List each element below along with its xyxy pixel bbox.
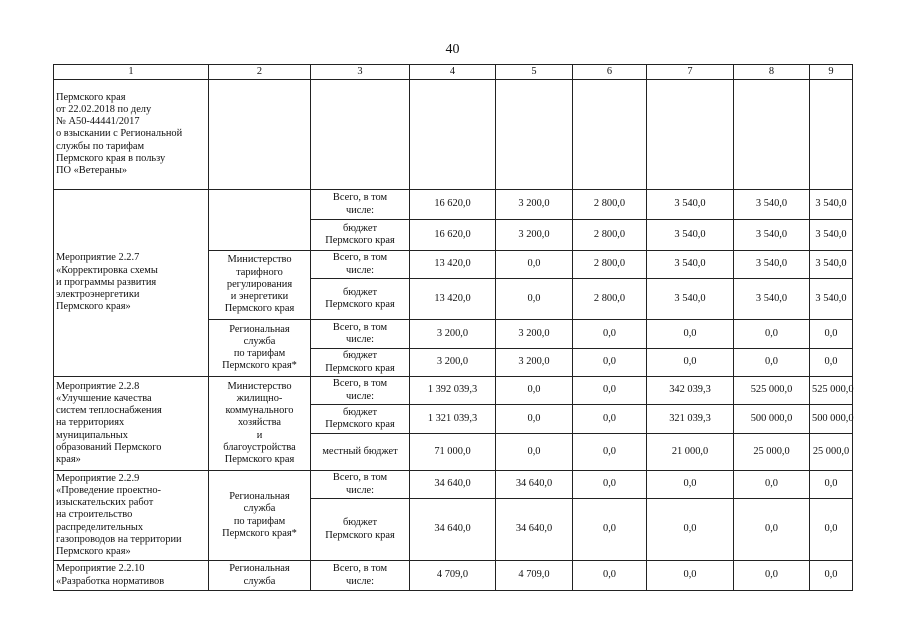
- source-cell: бюджет Пермского края: [311, 279, 410, 320]
- value-cell: 0,0: [734, 561, 810, 591]
- value-cell: 0,0: [647, 499, 734, 561]
- executor-cell: Региональная служба по тарифам Пермского края*: [209, 320, 311, 377]
- value-cell: 500 000,0: [810, 405, 853, 434]
- value-cell: 3 540,0: [810, 279, 853, 320]
- value-cell: 3 540,0: [810, 220, 853, 251]
- value-cell: 3 540,0: [647, 190, 734, 220]
- source-cell: бюджет Пермского края: [311, 405, 410, 434]
- value-cell: 3 540,0: [810, 190, 853, 220]
- value-cell: 3 540,0: [647, 251, 734, 279]
- table-row: [54, 80, 853, 190]
- value-cell: 0,0: [573, 471, 647, 499]
- value-cell: 13 420,0: [410, 251, 496, 279]
- value-cell: 3 200,0: [496, 190, 573, 220]
- value-cell: 0,0: [496, 434, 573, 471]
- value-cell: 0,0: [810, 471, 853, 499]
- value-cell: 34 640,0: [496, 499, 573, 561]
- value-cell: 34 640,0: [496, 471, 573, 499]
- table-row: [54, 377, 853, 405]
- value-cell: 0,0: [573, 561, 647, 591]
- value-cell: 2 800,0: [573, 251, 647, 279]
- value-cell: 2 800,0: [573, 279, 647, 320]
- value-cell: 0,0: [647, 320, 734, 349]
- executor-cell: Региональная служба: [209, 561, 311, 591]
- table-row: [54, 471, 853, 499]
- col-header-7: 7: [647, 65, 734, 80]
- source-cell: Всего, в том числе:: [311, 190, 410, 220]
- source-cell: местный бюджет: [311, 434, 410, 471]
- value-cell: 0,0: [734, 320, 810, 349]
- value-cell: 2 800,0: [573, 220, 647, 251]
- value-cell: 0,0: [734, 471, 810, 499]
- value-cell: 0,0: [573, 320, 647, 349]
- col-header-8: 8: [734, 65, 810, 80]
- executor-cell: Региональная служба по тарифам Пермского края*: [209, 471, 311, 561]
- measure-cell: Мероприятие 2.2.7 «Корректировка схемы и программы развития электроэнергетики Пермского края»: [54, 190, 209, 377]
- value-cell: 34 640,0: [410, 499, 496, 561]
- value-cell: 0,0: [647, 349, 734, 377]
- value-cell: 3 200,0: [496, 349, 573, 377]
- executor-cell: [209, 80, 311, 190]
- value-cell: 3 540,0: [734, 220, 810, 251]
- source-cell: Всего, в том числе:: [311, 377, 410, 405]
- value-cell: 13 420,0: [410, 279, 496, 320]
- value-cell: 16 620,0: [410, 220, 496, 251]
- value-cell: 3 200,0: [496, 320, 573, 349]
- value-cell: 3 540,0: [734, 251, 810, 279]
- value-cell: [410, 80, 496, 190]
- source-cell: Всего, в том числе:: [311, 561, 410, 591]
- value-cell: 0,0: [647, 471, 734, 499]
- value-cell: 3 540,0: [734, 279, 810, 320]
- value-cell: 3 200,0: [496, 220, 573, 251]
- col-header-2: 2: [209, 65, 311, 80]
- value-cell: 321 039,3: [647, 405, 734, 434]
- value-cell: 0,0: [810, 561, 853, 591]
- executor-cell: Министерство тарифного регулирования и энергетики Пермского края: [209, 251, 311, 320]
- source-cell: Всего, в том числе:: [311, 471, 410, 499]
- value-cell: 0,0: [734, 499, 810, 561]
- value-cell: 0,0: [496, 405, 573, 434]
- value-cell: 342 039,3: [647, 377, 734, 405]
- col-header-4: 4: [410, 65, 496, 80]
- col-header-3: 3: [311, 65, 410, 80]
- value-cell: 0,0: [647, 561, 734, 591]
- value-cell: 0,0: [810, 349, 853, 377]
- value-cell: 3 540,0: [810, 251, 853, 279]
- value-cell: 4 709,0: [496, 561, 573, 591]
- value-cell: 0,0: [573, 434, 647, 471]
- measure-cell: Пермского края от 22.02.2018 по делу № А50-44441/2017 о взыскании с Региональной службы по тарифам Пермского края в пользу ПО «Ветераны»: [54, 80, 209, 190]
- col-header-6: 6: [573, 65, 647, 80]
- value-cell: 25 000,0: [810, 434, 853, 471]
- value-cell: 0,0: [496, 279, 573, 320]
- table-row: [54, 561, 853, 591]
- value-cell: 1 392 039,3: [410, 377, 496, 405]
- value-cell: 1 321 039,3: [410, 405, 496, 434]
- measure-cell: Мероприятие 2.2.8 «Улучшение качества систем теплоснабжения на территориях муниципальных образований Пермского края»: [54, 377, 209, 471]
- value-cell: 500 000,0: [734, 405, 810, 434]
- source-cell: бюджет Пермского края: [311, 349, 410, 377]
- col-header-1: 1: [54, 65, 209, 80]
- table-row: [54, 190, 853, 220]
- value-cell: 0,0: [810, 320, 853, 349]
- source-cell: [311, 80, 410, 190]
- source-cell: бюджет Пермского края: [311, 499, 410, 561]
- page-number: 40: [445, 42, 460, 57]
- col-header-9: 9: [810, 65, 853, 80]
- value-cell: 3 200,0: [410, 320, 496, 349]
- source-cell: Всего, в том числе:: [311, 320, 410, 349]
- value-cell: 3 540,0: [647, 220, 734, 251]
- executor-cell: Министерство жилищно- коммунального хозяйства и благоустройства Пермского края: [209, 377, 311, 471]
- value-cell: 4 709,0: [410, 561, 496, 591]
- measure-cell: Мероприятие 2.2.9 «Проведение проектно- изыскательских работ на строительство распределительных газопроводов на территории Пермского края»: [54, 471, 209, 561]
- value-cell: 0,0: [573, 377, 647, 405]
- col-header-5: 5: [496, 65, 573, 80]
- header-row: [54, 65, 853, 80]
- source-cell: бюджет Пермского края: [311, 220, 410, 251]
- value-cell: 34 640,0: [410, 471, 496, 499]
- measure-cell: Мероприятие 2.2.10 «Разработка нормативов: [54, 561, 209, 591]
- value-cell: 3 540,0: [734, 190, 810, 220]
- value-cell: 3 200,0: [410, 349, 496, 377]
- value-cell: 0,0: [496, 251, 573, 279]
- value-cell: [647, 80, 734, 190]
- executor-cell: [209, 190, 311, 251]
- source-cell: Всего, в том числе:: [311, 251, 410, 279]
- value-cell: 0,0: [573, 405, 647, 434]
- value-cell: 0,0: [496, 377, 573, 405]
- value-cell: 2 800,0: [573, 190, 647, 220]
- value-cell: 0,0: [734, 349, 810, 377]
- value-cell: 25 000,0: [734, 434, 810, 471]
- value-cell: 0,0: [810, 499, 853, 561]
- value-cell: 525 000,0: [734, 377, 810, 405]
- value-cell: 71 000,0: [410, 434, 496, 471]
- value-cell: 3 540,0: [647, 279, 734, 320]
- value-cell: [810, 80, 853, 190]
- value-cell: 0,0: [573, 499, 647, 561]
- value-cell: 0,0: [573, 349, 647, 377]
- value-cell: [734, 80, 810, 190]
- budget-table: [53, 64, 853, 591]
- value-cell: 525 000,0: [810, 377, 853, 405]
- value-cell: 16 620,0: [410, 190, 496, 220]
- value-cell: [496, 80, 573, 190]
- value-cell: 21 000,0: [647, 434, 734, 471]
- value-cell: [573, 80, 647, 190]
